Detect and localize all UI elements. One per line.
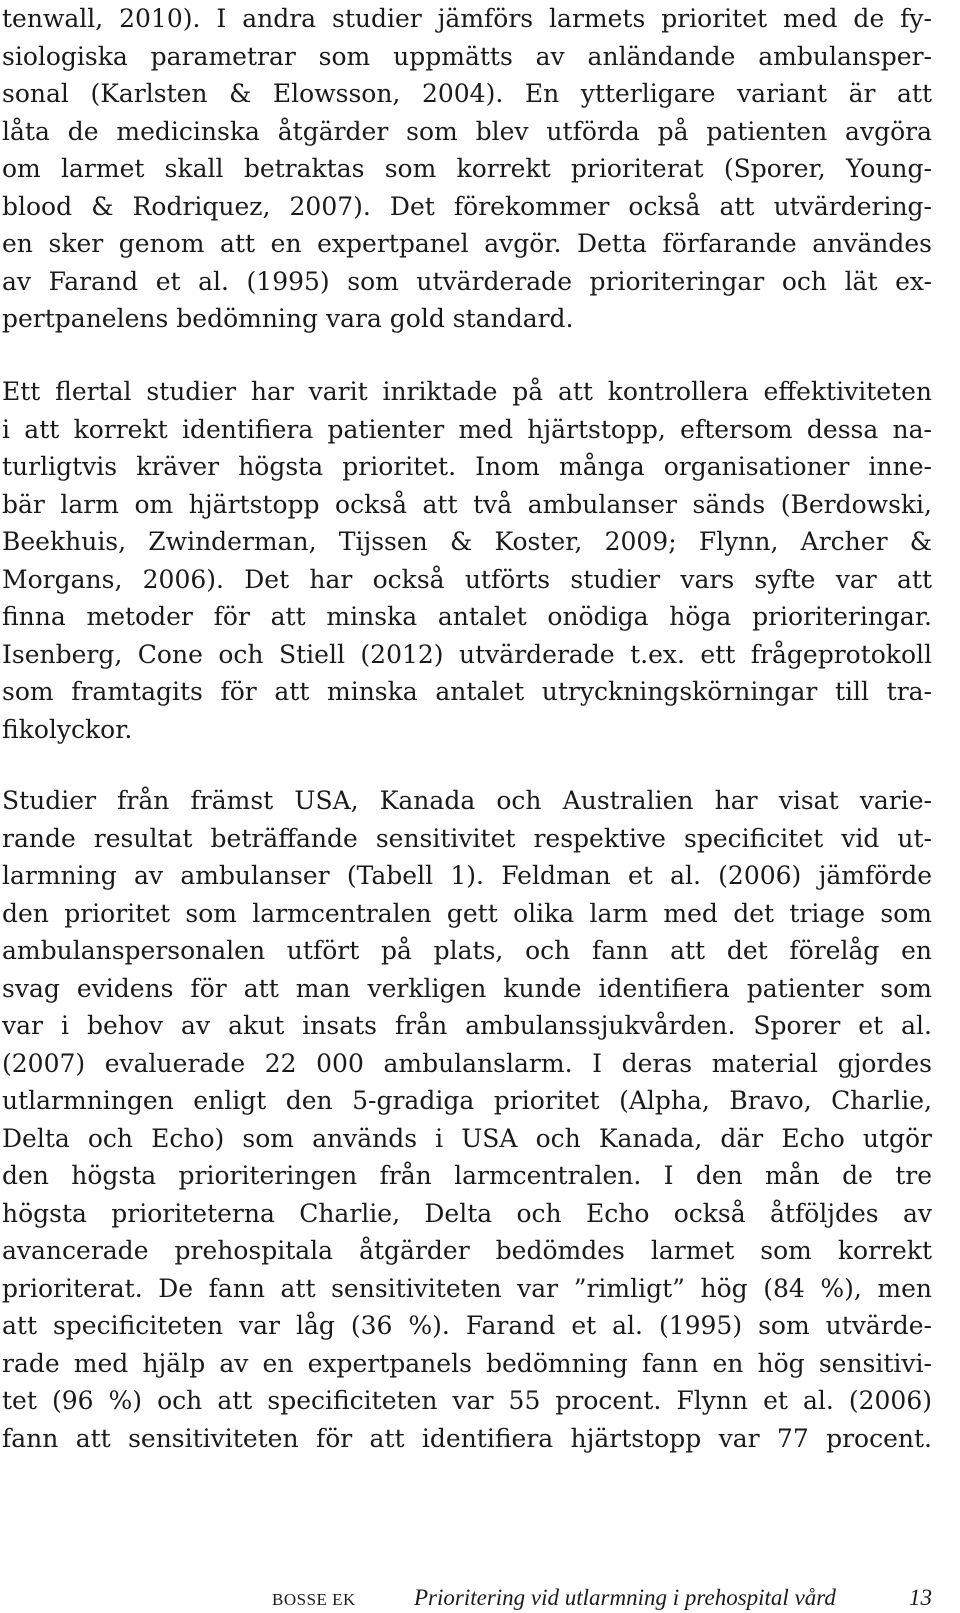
text-line: högsta prioriteterna Charlie, Delta och Echo också åtföljdes av: [2, 1198, 932, 1228]
text-line: om larmet skall betraktas som korrekt prioriterat (Sporer, Young-: [2, 154, 932, 183]
text-line: tet (96 %) och att specificiteten var 55 procent. Flynn et al. (2006): [2, 1386, 932, 1415]
page-footer: [0, 1582, 932, 1612]
text-line: rande resultat beträffande sensitivitet respektive specificitet vid ut-: [2, 823, 932, 853]
text-line: av Farand et al. (1995) som utvärderade prioriteringar och lät ex-: [2, 266, 932, 296]
text-line: Isenberg, Cone och Stiell (2012) utvärderade t.ex. ett frågeprotokoll: [2, 639, 932, 669]
text-line: i att korrekt identifiera patienter med hjärtstopp, eftersom dessa na-: [2, 414, 932, 444]
text-line: att specificiteten var låg (36 %). Farand et al. (1995) som utvärde-: [2, 1311, 932, 1340]
paragraph-2: [2, 373, 932, 748]
text-line: den högsta prioriteringen från larmcentralen. I den mån de tre: [2, 1161, 932, 1190]
text-line: Beekhuis, Zwinderman, Tijssen & Koster, 2009; Flynn, Archer &: [2, 527, 932, 556]
text-line: tenwall, 2010). I andra studier jämförs larmets prioritet med de fy-: [2, 4, 932, 33]
text-line: utlarmningen enligt den 5-gradiga prioritet (Alpha, Bravo, Charlie,: [2, 1086, 932, 1115]
text-line: Morgans, 2006). Det har också utförts studier vars syfte var att: [2, 564, 932, 594]
text-line: finna metoder för att minska antalet onödiga höga prioriteringar.: [2, 602, 932, 631]
text-line: var i behov av akut insats från ambulanssjukvården. Sporer et al.: [2, 1011, 932, 1040]
text-line: (2007) evaluerade 22 000 ambulanslarm. I deras material gjordes: [2, 1048, 932, 1078]
text-line: Ett flertal studier har varit inriktade på att kontrollera effektiviteten: [2, 377, 932, 406]
text-line: prioriterat. De fann att sensitiviteten var ”rimligt” hög (84 %), men: [2, 1273, 932, 1303]
text-line: larmning av ambulanser (Tabell 1). Feldman et al. (2006) jämförde: [2, 861, 932, 890]
paragraph-1: [2, 0, 932, 338]
text-line: låta de medicinska åtgärder som blev utförda på patienten avgöra: [2, 116, 932, 146]
text-line: blood & Rodriquez, 2007). Det förekommer också att utvärdering-: [2, 191, 932, 221]
text-line: fikolyckor.: [2, 714, 133, 744]
text-line: den prioritet som larmcentralen gett olika larm med det triage som: [2, 898, 932, 928]
footer-author: BOSSE EK: [272, 1590, 356, 1609]
text-line: som framtagits för att minska antalet utryckningskörningar till tra-: [2, 677, 932, 706]
page-number: 13: [909, 1585, 932, 1610]
text-line: pertpanelens bedömning vara gold standard.: [2, 304, 574, 333]
text-line: en sker genom att en expertpanel avgör. Detta förfarande användes: [2, 229, 932, 258]
footer-title: Prioritering vid utlarmning i prehospital vård: [414, 1585, 836, 1610]
text-line: siologiska parametrar som uppmätts av anländande ambulansper-: [2, 41, 932, 71]
text-line: rade med hjälp av en expertpanels bedömning fann en hög sensitivi-: [2, 1348, 932, 1378]
text-line: Studier från främst USA, Kanada och Australien har visat varie-: [2, 786, 932, 815]
text-line: turligtvis kräver högsta prioritet. Inom många organisationer inne-: [2, 452, 932, 481]
paragraph-3: [2, 782, 932, 1457]
text-line: Delta och Echo) som används i USA och Kanada, där Echo utgör: [2, 1123, 932, 1153]
text-line: svag evidens för att man verkligen kunde identifiera patienter som: [2, 973, 932, 1003]
text-line: ambulanspersonalen utfört på plats, och fann att det förelåg en: [2, 936, 932, 965]
text-line: sonal (Karlsten & Elowsson, 2004). En ytterligare variant är att: [2, 79, 932, 108]
text-line: fann att sensitiviteten för att identifiera hjärtstopp var 77 procent.: [2, 1423, 932, 1453]
text-line: bär larm om hjärtstopp också att två ambulanser sänds (Berdowski,: [2, 489, 932, 519]
text-line: avancerade prehospitala åtgärder bedömdes larmet som korrekt: [2, 1236, 932, 1265]
